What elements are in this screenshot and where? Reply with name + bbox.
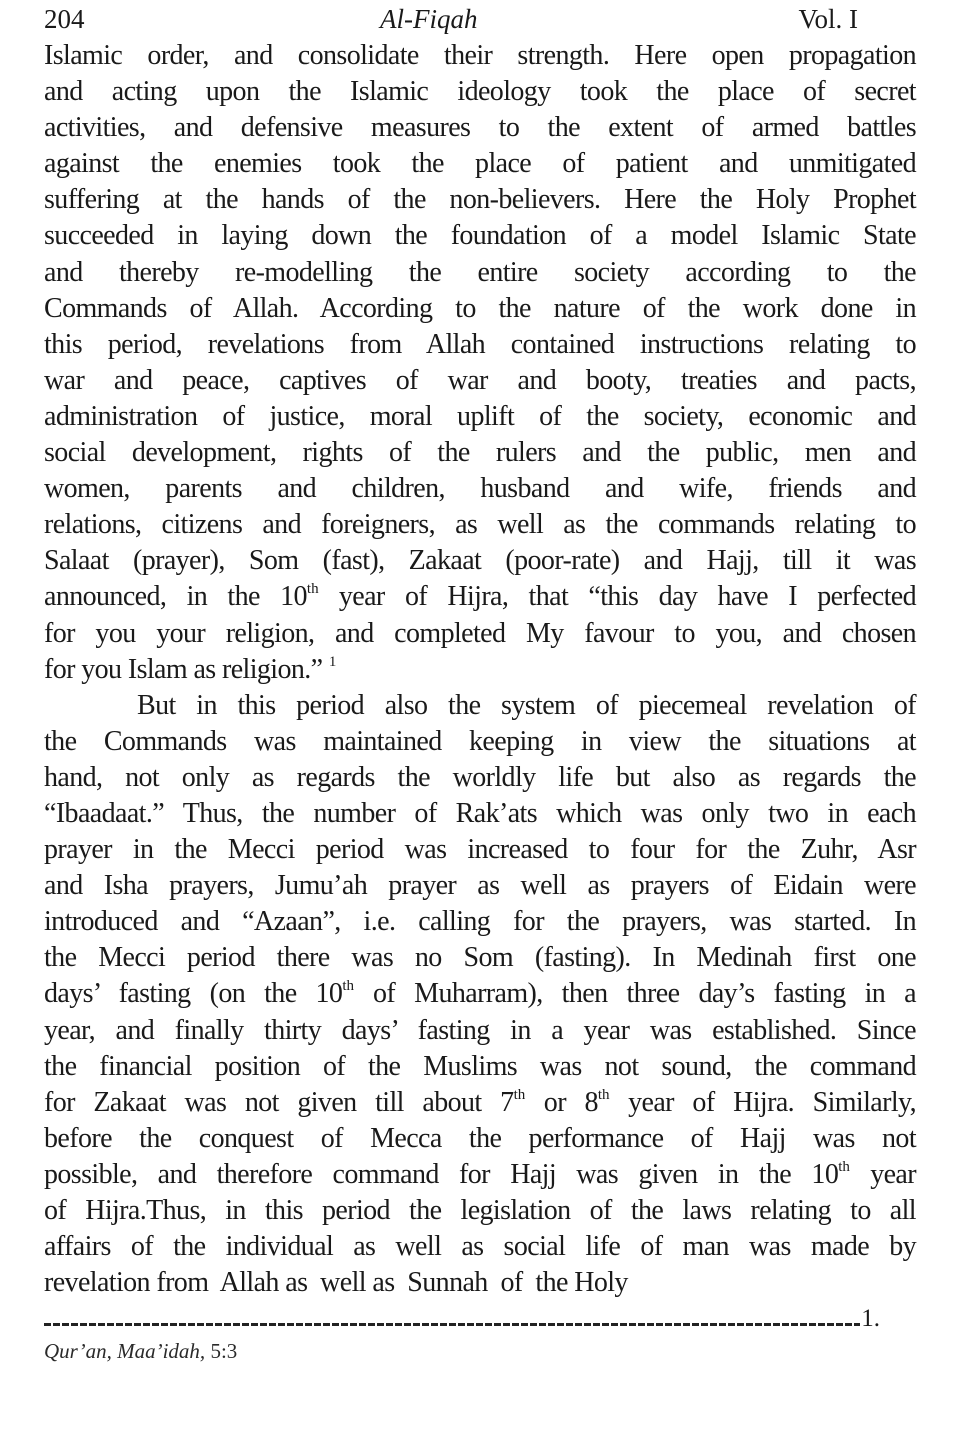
running-header (44, 2, 858, 36)
text-line: “Ibaadaat.” Thus, the number of Rak’ats which was only two in each (44, 797, 916, 829)
text-line: and Isha prayers, Jumu’ah prayer as well as prayers of Eidain were (44, 870, 916, 902)
text-line: succeeded in laying down the foundation of a model Islamic State (44, 220, 916, 252)
text-line: against the enemies took the place of patient and unmitigated (44, 148, 916, 180)
text-line: prayer in the Mecci period was increased to four for the Zuhr, Asr (44, 834, 916, 866)
book-title: Al-Fiqah (380, 4, 478, 34)
text-line: war and peace, captives of war and booty, treaties and pacts, (44, 364, 916, 396)
text-fragment: possible, and therefore command for Hajj was given in the 10 (44, 1158, 839, 1190)
ordinal-superscript: th (306, 581, 319, 598)
text-line (44, 1157, 916, 1193)
text-line: Commands of Allah. According to the nature of the work done in (44, 292, 916, 324)
text-line: for you your religion, and completed My favour to you, and chosen (44, 617, 916, 649)
text-line: administration of justice, moral uplift of the society, economic and (44, 400, 916, 432)
text-line: and acting upon the Islamic ideology took the place of secret (44, 76, 916, 108)
dashed-rule (44, 1323, 860, 1326)
text-fragment: year of Hijra. Similarly, (609, 1086, 917, 1118)
footnote-reference[interactable]: 1 (328, 653, 337, 670)
ordinal-superscript: th (838, 1158, 850, 1175)
ordinal-superscript: th (513, 1086, 526, 1103)
text-line: the Mecci period there was no Som (fasting). In Medinah first one (44, 942, 916, 974)
text-line: suffering at the hands of the non-believers. Here the Holy Prophet (44, 184, 916, 216)
text-line: But in this period also the system of piecemeal revelation of (137, 689, 916, 721)
text-fragment: for Zakaat was not given till about 7 (44, 1086, 514, 1118)
text-fragment: year (849, 1158, 916, 1190)
ordinal-superscript: th (597, 1086, 610, 1103)
text-line: this period, revelations from Allah contained instructions relating to (44, 328, 916, 360)
text-line: affairs of the individual as well as social life of man was made by (44, 1231, 916, 1263)
footnote-marker: 1. (861, 1305, 880, 1332)
text-line: revelation from Allah as well as Sunnah of the Holy (44, 1267, 628, 1299)
footnote-separator (44, 1307, 880, 1331)
text-fragment: of Muharram), then three day’s fasting in a (354, 978, 916, 1010)
text-line: hand, not only as regards the worldly life but also as regards the (44, 761, 916, 793)
text-fragment: or 8 (525, 1086, 598, 1118)
footnote-source: Qur’an, Maa’idah, (44, 1339, 206, 1363)
text-line: social development, rights of the rulers and the public, men and (44, 437, 916, 469)
text-line: the Commands was maintained keeping in view the situations at (44, 725, 916, 757)
text-line (44, 579, 916, 615)
text-line (44, 1085, 916, 1121)
text-line: Salaat (prayer), Som (fast), Zakaat (poor-rate) and Hajj, till it was (44, 545, 916, 577)
footnote-reference-verse: 5:3 (205, 1339, 238, 1363)
text-fragment: year of Hijra, that “this day have I perfected (318, 581, 916, 613)
text-line: Islamic order, and consolidate their strength. Here open propagation (44, 40, 916, 71)
text-line (44, 652, 916, 688)
text-line: and thereby re-modelling the entire society according to the (44, 256, 916, 288)
text-line: relations, citizens and foreigners, as well as the commands relating to (44, 509, 916, 541)
text-fragment: days’ fasting (on the 10 (44, 978, 343, 1010)
text-line: the financial position of the Muslims was not sound, the command (44, 1050, 916, 1082)
text-line: of Hijra.Thus, in this period the legislation of the laws relating to all (44, 1195, 916, 1226)
text-fragment: announced, in the 10 (44, 581, 307, 613)
paragraph-1 (44, 38, 916, 688)
footnote-1 (44, 1337, 237, 1365)
text-line: activities, and defensive measures to the extent of armed battles (44, 112, 916, 144)
text-fragment: for you Islam as religion.” (44, 653, 329, 685)
ordinal-superscript: th (342, 978, 355, 995)
paragraph-2 (44, 688, 916, 1302)
text-line: women, parents and children, husband and wife, friends and (44, 473, 916, 505)
page-number: 204 (44, 4, 85, 34)
text-line: year, and finally thirty days’ fasting in a year was established. Since (44, 1014, 916, 1046)
page-body (44, 38, 916, 1301)
text-line: before the conquest of Mecca the performance of Hajj was not (44, 1122, 916, 1154)
volume-label: Vol. I (798, 4, 858, 34)
text-line: introduced and “Azaan”, i.e. calling for the prayers, was started. In (44, 906, 916, 938)
text-line (44, 976, 916, 1012)
